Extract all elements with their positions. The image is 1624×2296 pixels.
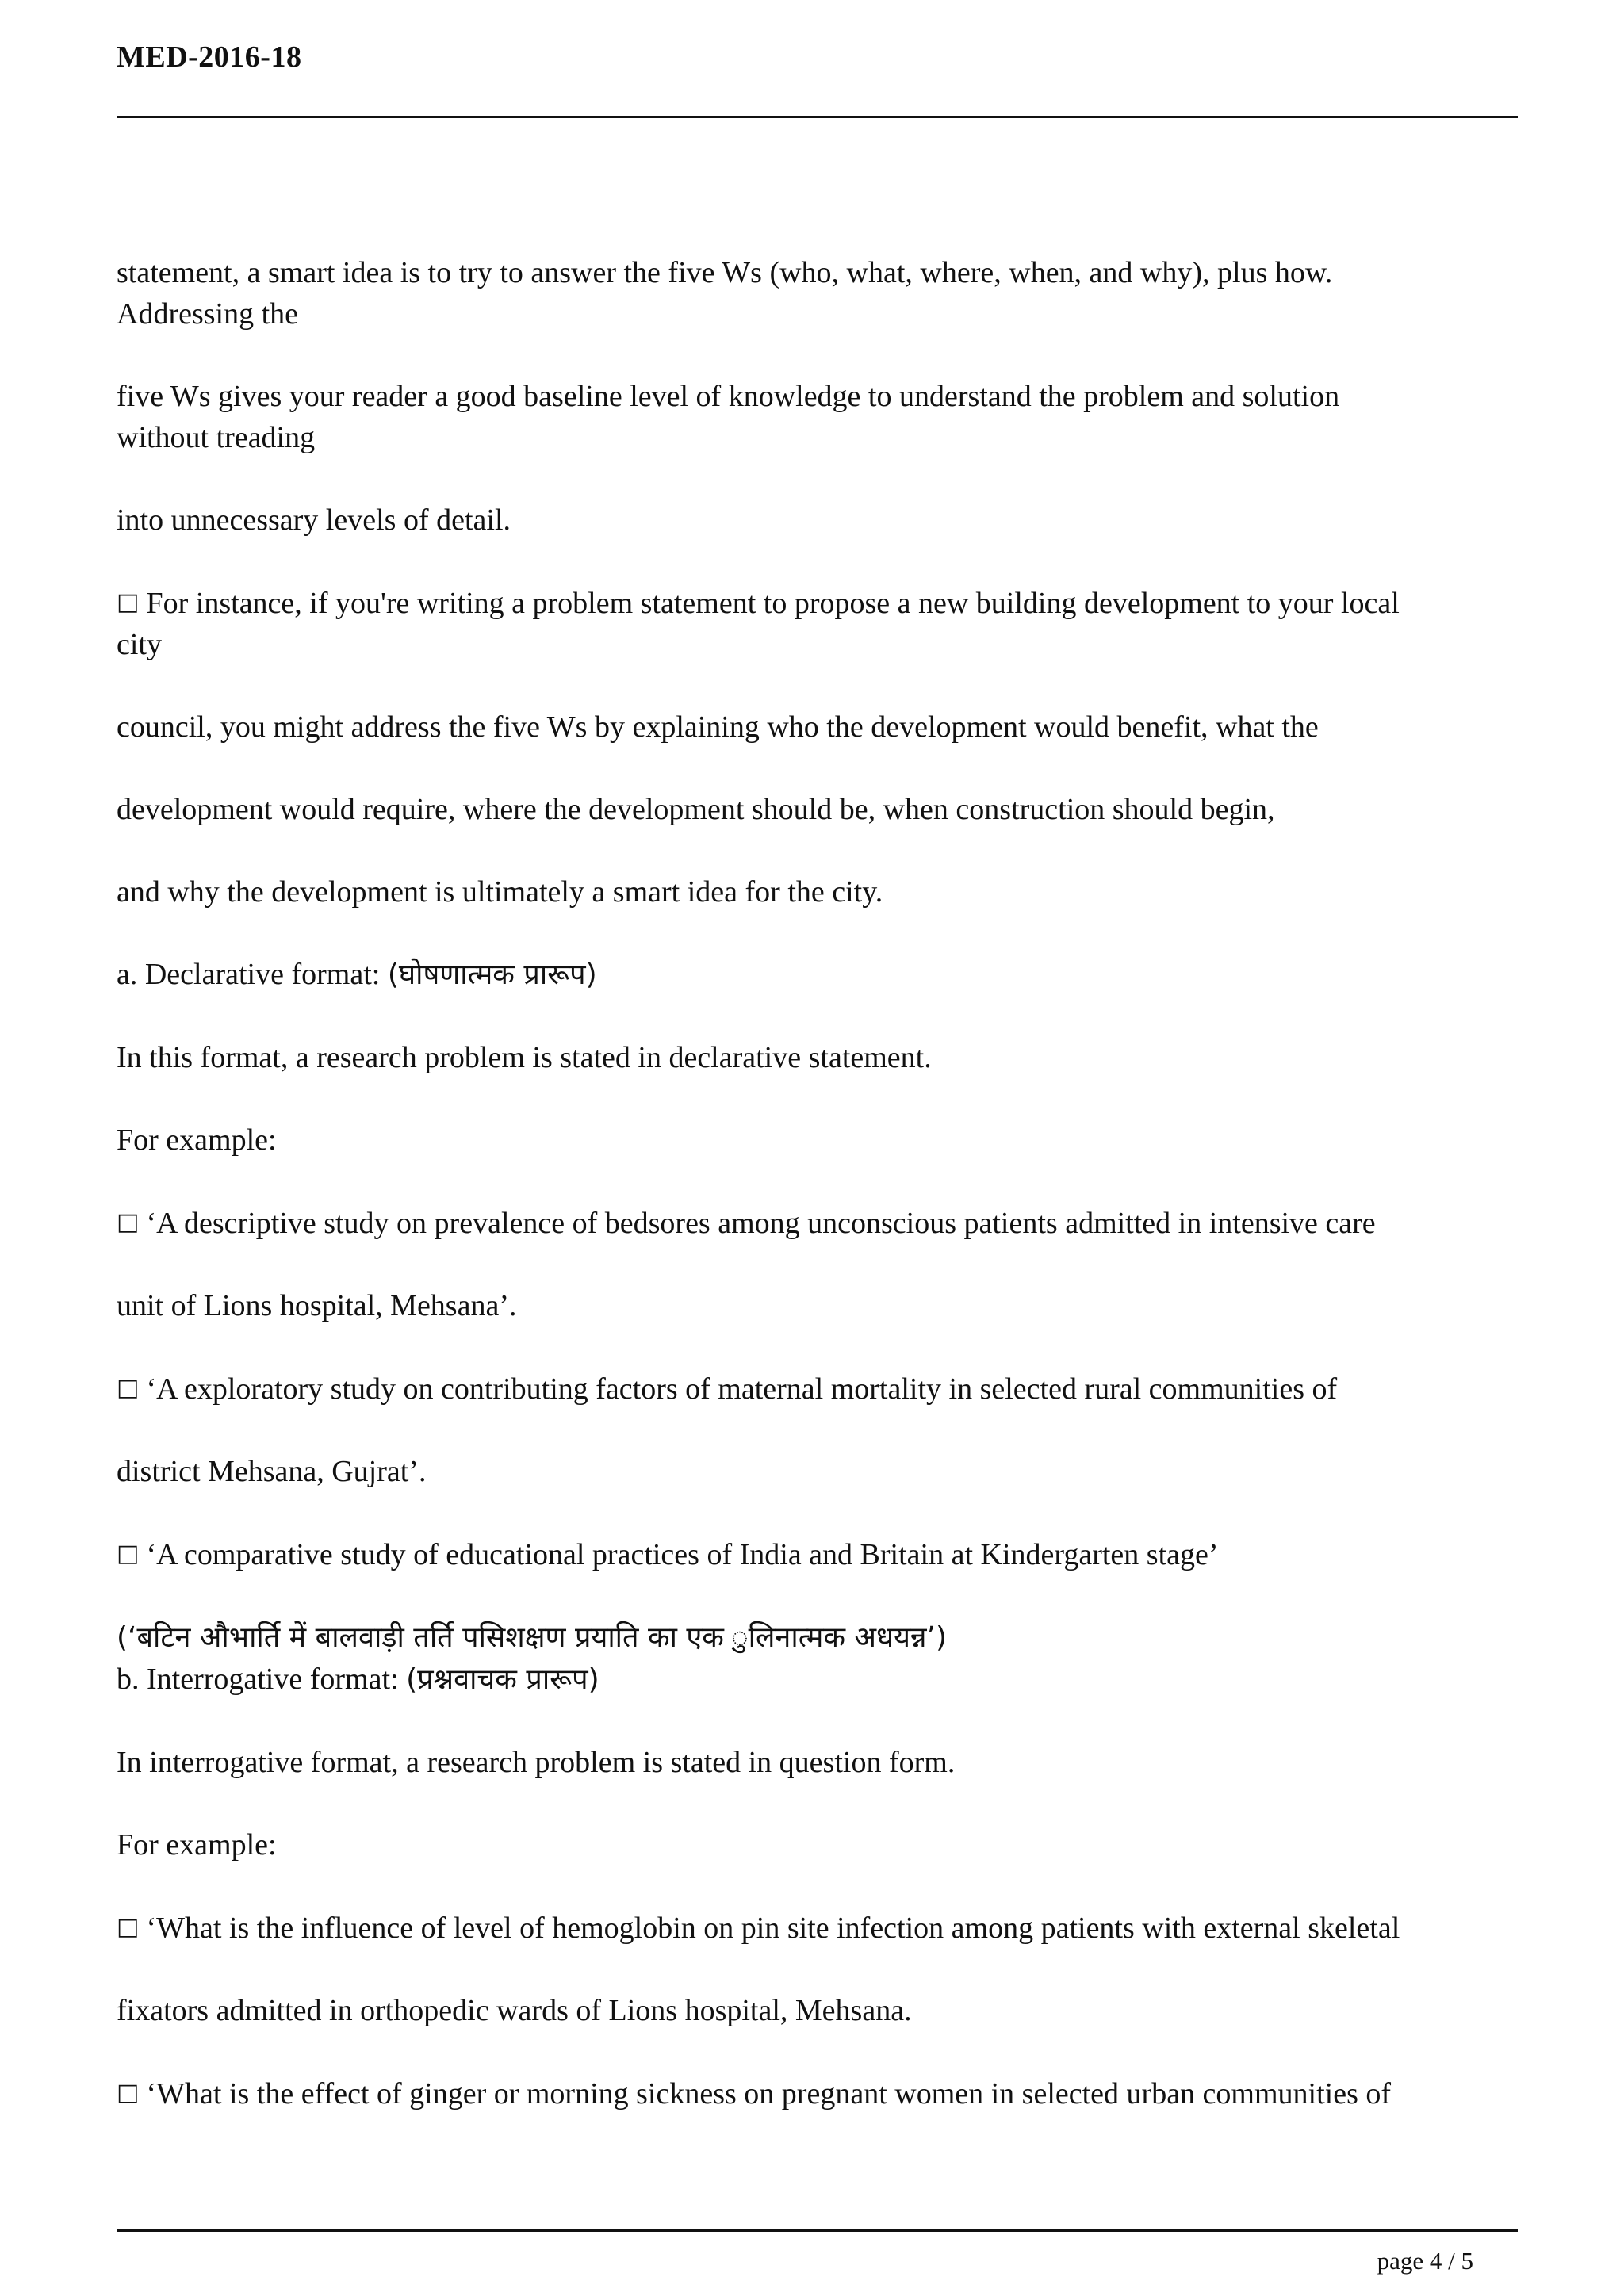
paragraph-for-example: For example: xyxy=(117,1828,277,1862)
text-line: city xyxy=(117,628,162,661)
paragraph-baseline-knowledge xyxy=(117,376,1518,458)
paragraph-smart-idea-city: and why the development is ultimately a smart idea for the city. xyxy=(117,875,883,909)
missing-glyph-bullet-icon: □ xyxy=(117,1540,140,1567)
missing-glyph-bullet-icon: □ xyxy=(117,2079,140,2107)
text-line: Addressing the xyxy=(117,297,299,331)
paragraph-declarative-definition: In this format, a research problem is stated in declarative statement. xyxy=(117,1041,932,1074)
list-item-exploratory-study xyxy=(117,1368,1518,1410)
paragraph-district-mehsana: district Mehsana, Gujrat’. xyxy=(117,1455,427,1488)
text-line: statement, a smart idea is to try to answer the five Ws (who, what, where, when, and why), plus how. xyxy=(117,256,1333,289)
footer-rule xyxy=(117,2229,1518,2232)
paragraph-orthopedic-wards: fixators admitted in orthopedic wards of Lions hospital, Mehsana. xyxy=(117,1994,912,2027)
bullet-text: ‘What is the influence of level of hemoglobin on pin site infection among patients with external skeletal xyxy=(139,1911,1400,1945)
list-item-comparative-study xyxy=(117,1533,1518,1575)
heading-interrogative-format xyxy=(117,1659,1518,1701)
missing-glyph-bullet-icon: □ xyxy=(117,1913,140,1941)
heading-label: a. Declarative format: xyxy=(117,958,388,991)
paragraph-council: council, you might address the five Ws by explaining who the development would benefit, what the xyxy=(117,710,1319,744)
paragraph-for-instance xyxy=(117,582,1518,665)
heading-label: b. Interrogative format: xyxy=(117,1663,407,1696)
bullet-text: For instance, if you're writing a problem statement to propose a new building development to your local xyxy=(139,587,1400,620)
page-number: page 4 / 5 xyxy=(1377,2247,1473,2275)
list-item-descriptive-study xyxy=(117,1202,1518,1244)
document-code-header: MED-2016-18 xyxy=(117,40,302,74)
list-item-ginger-question xyxy=(117,2072,1518,2114)
missing-glyph-bullet-icon: □ xyxy=(117,588,140,616)
text-line: five Ws gives your reader a good baseline level of knowledge to understand the problem and solution xyxy=(117,380,1340,413)
list-item-hemoglobin-question xyxy=(117,1907,1518,1949)
missing-glyph-bullet-icon: □ xyxy=(117,1374,140,1402)
missing-glyph-bullet-icon: □ xyxy=(117,1208,140,1236)
bullet-text: ‘A exploratory study on contributing factors of maternal mortality in selected rural communities of xyxy=(139,1372,1338,1406)
paragraph-five-ws-intro xyxy=(117,252,1518,335)
header-rule xyxy=(117,116,1518,118)
paragraph-unnecessary-detail: into unnecessary levels of detail. xyxy=(117,503,511,537)
bullet-text: ‘A descriptive study on prevalence of bedsores among unconscious patients admitted in intensive care xyxy=(139,1207,1376,1240)
paragraph-interrogative-definition: In interrogative format, a research problem is stated in question form. xyxy=(117,1746,956,1779)
hindi-translation: (‘बटिन औभार्ति में बालवाड़ी तर्ति पसिशक्षण प्रयाति का एक ुलिनात्मक अधयन्न’) xyxy=(117,1621,947,1654)
hindi-translation-comparative xyxy=(117,1617,1518,1659)
hindi-translation: (प्रश्नवाचक प्रारूप) xyxy=(406,1663,599,1696)
hindi-translation: (घोषणात्मक प्रारूप) xyxy=(387,959,597,991)
paragraph-development-require: development would require, where the development should be, when construction should begin, xyxy=(117,793,1275,826)
paragraph-for-example: For example: xyxy=(117,1123,277,1157)
bullet-text: ‘What is the effect of ginger or morning sickness on pregnant women in selected urban communities of xyxy=(139,2077,1392,2110)
paragraph-lions-hospital: unit of Lions hospital, Mehsana’. xyxy=(117,1289,517,1322)
text-line: without treading xyxy=(117,421,316,454)
text-line xyxy=(117,582,1518,624)
bullet-text: ‘A comparative study of educational practices of India and Britain at Kindergarten stage’ xyxy=(139,1538,1219,1571)
page-body xyxy=(117,252,1518,2156)
heading-declarative-format xyxy=(117,954,1518,996)
